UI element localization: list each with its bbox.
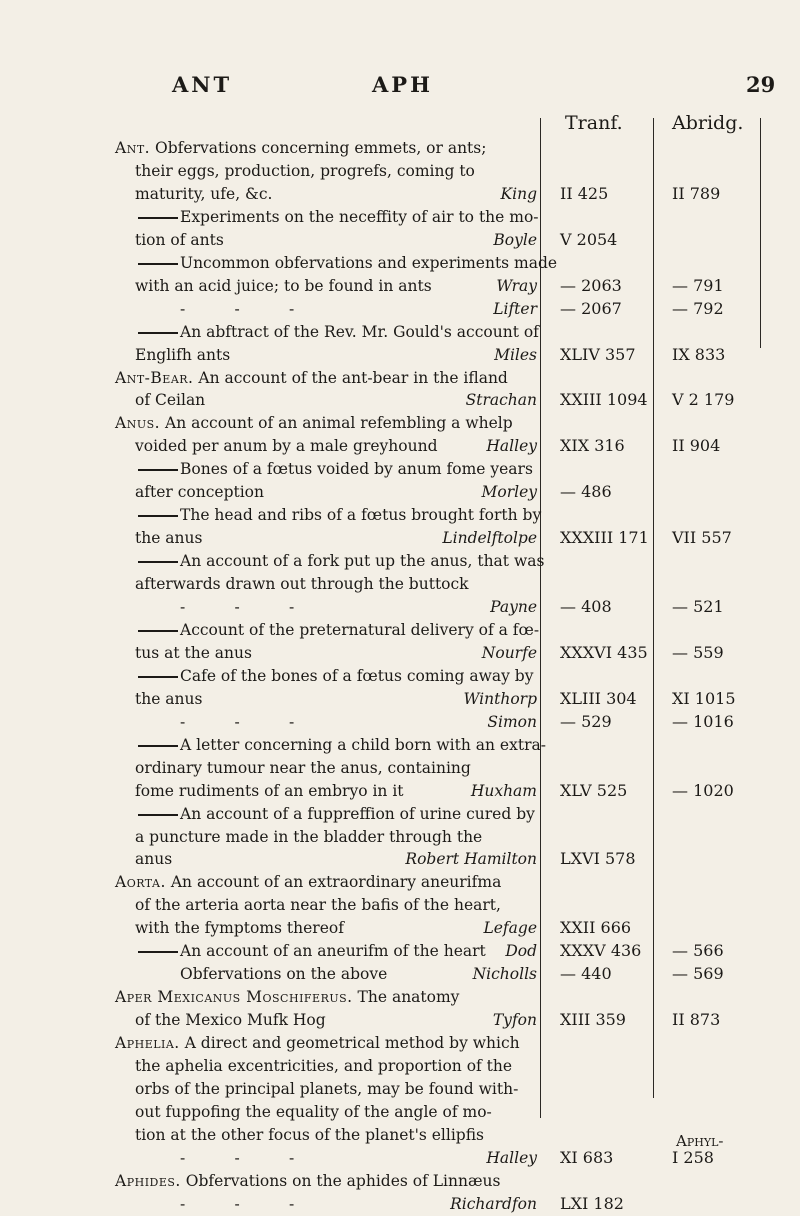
abridgment-ref: IX 833: [672, 344, 726, 364]
abridgment-ref: II 789: [672, 183, 721, 203]
entry-text: Cafe of the bones of a fœtus coming away by: [180, 666, 534, 685]
ditto-rule: [138, 469, 178, 471]
transactions-ref: — 529: [560, 711, 612, 731]
entry-author: Winthorp: [463, 689, 537, 708]
entry-author: Lifter: [493, 299, 537, 318]
entry-text: An account of a fuppreffion of urine cured by: [180, 804, 535, 823]
index-line: [0, 939, 800, 963]
ditto-rule: [138, 814, 178, 816]
entry-text: The anatomy: [357, 988, 460, 1007]
running-head-left: ANT: [172, 72, 233, 97]
abridgment-ref: — 792: [672, 298, 724, 318]
abridgment-ref: — 1016: [672, 711, 734, 731]
transactions-ref: XXXVI 435: [560, 642, 648, 662]
index-line: [0, 228, 800, 252]
entry-heading: Anus.: [115, 414, 161, 433]
entry-text: A letter concerning a child born with an extra-: [180, 735, 546, 754]
ditto-rule: [138, 561, 178, 563]
entry-text: An account of the ant-bear in the ifland: [198, 368, 508, 387]
entry-heading: Aorta.: [115, 873, 166, 892]
index-line: [0, 320, 800, 344]
index-line: [0, 297, 800, 321]
transactions-ref: — 486: [560, 482, 612, 502]
index-line: [0, 1100, 800, 1124]
index-line: [0, 962, 800, 986]
abridgment-ref: VII 557: [672, 528, 732, 548]
index-line: [0, 1031, 800, 1055]
entry-author: Huxham: [470, 781, 537, 800]
index-line: [0, 503, 800, 527]
running-head-middle: APH: [372, 72, 433, 97]
entry-author: Lindelftolpe: [442, 529, 537, 548]
entry-text: Obfervations concerning emmets, or ants;: [155, 139, 487, 157]
entry-text: of Ceilan: [135, 391, 206, 410]
ditto-rule: [138, 630, 178, 632]
entry-text: Account of the preternatural delivery of a fœ-: [180, 620, 540, 639]
entry-text: A direct and geometrical method by which: [184, 1034, 520, 1053]
entry-text: Experiments on the neceffity of air to the mo-: [180, 207, 539, 226]
index-line: [0, 572, 800, 596]
transactions-ref: XXXIII 171: [560, 528, 649, 548]
index-line: [0, 136, 800, 160]
transactions-ref: — 2067: [560, 298, 622, 318]
ditto-rule: [138, 676, 178, 678]
entry-author: Morley: [481, 483, 537, 502]
abridgment-ref: I 258: [672, 1147, 714, 1167]
entry-author: Strachan: [465, 391, 537, 410]
abridgment-ref: — 569: [672, 964, 724, 984]
abridgment-ref: XI 1015: [672, 688, 736, 708]
entry-text: The head and ribs of a fœtus brought forth by: [180, 506, 542, 525]
entry-text: the anus: [135, 529, 203, 548]
index-line: [0, 1192, 800, 1216]
entry-text: out fuppofing the equality of the angle of mo-: [135, 1102, 492, 1121]
abridgment-ref: V 2 179: [672, 390, 735, 410]
index-line: [0, 526, 800, 550]
transactions-ref: LXVI 578: [560, 849, 636, 869]
entry-author: Nourfe: [481, 643, 537, 662]
entry-author: Robert Hamilton: [405, 850, 537, 869]
abridgment-ref: — 1020: [672, 780, 734, 800]
entry-text: maturity, ufe, &c.: [135, 184, 273, 203]
entry-author: King: [500, 184, 537, 203]
ditto-rule: [138, 332, 178, 334]
entry-author: Miles: [494, 345, 537, 364]
entry-text: of the arteria aorta near the bafis of the heart,: [135, 896, 501, 915]
index-line: [0, 343, 800, 367]
entry-text: after conception: [135, 483, 264, 502]
transactions-ref: XIX 316: [560, 436, 625, 456]
transactions-ref: V 2054: [560, 229, 618, 249]
entry-text: An account of an animal refembling a whelp: [165, 414, 513, 433]
transactions-ref: XXIII 1094: [560, 390, 648, 410]
index-line: [0, 1008, 800, 1032]
column-header-transactions: Tranf.: [565, 112, 623, 134]
catchword: Aphyl-: [676, 1132, 724, 1150]
entry-text: the anus: [135, 689, 203, 708]
entry-text: anus: [135, 850, 173, 869]
abridgment-ref: — 791: [672, 275, 724, 295]
index-line: [0, 825, 800, 849]
ditto-rule: [138, 951, 178, 953]
abridgment-ref: — 521: [672, 597, 724, 616]
index-line: [0, 434, 800, 458]
transactions-ref: XLIV 357: [560, 344, 636, 364]
transactions-ref: — 408: [560, 597, 612, 616]
entry-author: Richardfon: [450, 1194, 537, 1213]
entry-text: Englifh ants: [135, 345, 231, 364]
entry-author: Lefage: [483, 919, 537, 938]
entry-heading: Ant.: [115, 139, 151, 157]
index-line: [0, 664, 800, 688]
entry-text: with the fymptoms thereof: [135, 919, 344, 938]
entry-author: Dod: [505, 942, 537, 961]
index-line: [0, 411, 800, 435]
entry-text: with an acid juice; to be found in ants: [135, 276, 432, 295]
entry-text: their eggs, production, progrefs, coming to: [135, 161, 475, 180]
index-line: [0, 870, 800, 894]
entry-text: fome rudiments of an embryo in it: [135, 781, 404, 800]
transactions-ref: XI 683: [560, 1147, 614, 1167]
index-line: [0, 756, 800, 780]
index-line: [0, 985, 800, 1009]
entry-author: Nicholls: [472, 965, 537, 984]
index-line: [0, 710, 800, 734]
abridgment-ref: — 566: [672, 941, 724, 961]
index-line: [0, 549, 800, 573]
entry-author: Halley: [486, 1148, 537, 1167]
index-line: [0, 618, 800, 642]
index-line: [0, 847, 800, 871]
entry-text: An account of an extraordinary aneurifma: [170, 873, 502, 892]
entry-text: voided per anum by a male greyhound: [135, 437, 438, 456]
entry-author: Halley: [486, 437, 537, 456]
entry-text: Obfervations on the aphides of Linnæus: [185, 1171, 501, 1190]
leader-dashes: - - -: [180, 299, 295, 318]
index-line: [0, 251, 800, 275]
entry-heading: Aphelia.: [115, 1034, 180, 1053]
entry-author: Payne: [490, 598, 537, 616]
entry-text: tion of ants: [135, 230, 224, 249]
transactions-ref: XXII 666: [560, 918, 632, 938]
entry-author: Simon: [487, 712, 537, 731]
entry-heading: Ant-Bear.: [115, 368, 194, 387]
ditto-rule: [138, 217, 178, 219]
index-line: [0, 388, 800, 412]
index-line: [0, 1054, 800, 1078]
entry-text: tus at the anus: [135, 643, 252, 662]
index-line: [0, 159, 800, 183]
transactions-ref: II 425: [560, 183, 609, 203]
leader-dashes: - - -: [180, 1148, 295, 1167]
transactions-ref: XIII 359: [560, 1010, 626, 1030]
entry-text: of the Mexico Mufk Hog: [135, 1011, 326, 1030]
entry-text: An account of an aneurifm of the heart: [180, 942, 486, 961]
entry-text: ordinary tumour near the anus, containing: [135, 758, 471, 777]
transactions-ref: XLV 525: [560, 780, 628, 800]
entry-text: An account of a fork put up the anus, that was: [180, 552, 545, 571]
page-number: 29: [746, 72, 776, 97]
entry-text: Obfervations on the above: [180, 965, 388, 984]
leader-dashes: - - -: [180, 712, 295, 731]
entry-text: afterwards drawn out through the buttock: [135, 575, 469, 594]
index-line: [0, 916, 800, 940]
ditto-rule: [138, 515, 178, 517]
index-line: [0, 366, 800, 390]
entry-text: Uncommon obfervations and experiments made: [180, 253, 558, 272]
entry-text: a puncture made in the bladder through the: [135, 827, 483, 846]
abridgment-ref: — 559: [672, 642, 724, 662]
entry-text: the aphelia excentricities, and proportion of the: [135, 1057, 513, 1075]
leader-dashes: - - -: [180, 1194, 295, 1213]
entry-heading: Aper Mexicanus Moschiferus.: [115, 988, 353, 1007]
index-line: [0, 1169, 800, 1193]
index-line: [0, 595, 800, 619]
entry-author: Wray: [496, 276, 537, 295]
index-line: [0, 182, 800, 206]
transactions-ref: XXXV 436: [560, 941, 642, 961]
index-line: [0, 641, 800, 665]
abridgment-ref: II 904: [672, 436, 721, 456]
ditto-rule: [138, 745, 178, 747]
index-line: [0, 205, 800, 229]
index-line: [0, 779, 800, 803]
column-header-abridgment: Abridg.: [672, 112, 744, 134]
entry-heading: Aphides.: [115, 1171, 181, 1190]
index-line: [0, 687, 800, 711]
entry-author: Boyle: [493, 230, 537, 249]
entry-author: Tyfon: [492, 1011, 537, 1030]
index-line: [0, 457, 800, 481]
abridgment-ref: II 873: [672, 1010, 721, 1030]
index-line: [0, 480, 800, 504]
index-line: [0, 733, 800, 757]
index-line: [0, 802, 800, 826]
index-line: [0, 1077, 800, 1101]
entry-text: tion at the other focus of the planet's ellipfis: [135, 1125, 485, 1144]
transactions-ref: XLIII 304: [560, 688, 637, 708]
leader-dashes: - - -: [180, 598, 295, 616]
entry-text: An abftract of the Rev. Mr. Gould's account of: [180, 322, 539, 341]
transactions-ref: LXI 182: [560, 1193, 624, 1213]
ditto-rule: [138, 263, 178, 265]
entry-text: orbs of the principal planets, may be found with-: [135, 1079, 519, 1098]
transactions-ref: — 2063: [560, 275, 622, 295]
index-line: [0, 274, 800, 298]
index-line: [0, 893, 800, 917]
entry-text: Bones of a fœtus voided by anum fome years: [180, 460, 533, 479]
transactions-ref: — 440: [560, 964, 612, 984]
